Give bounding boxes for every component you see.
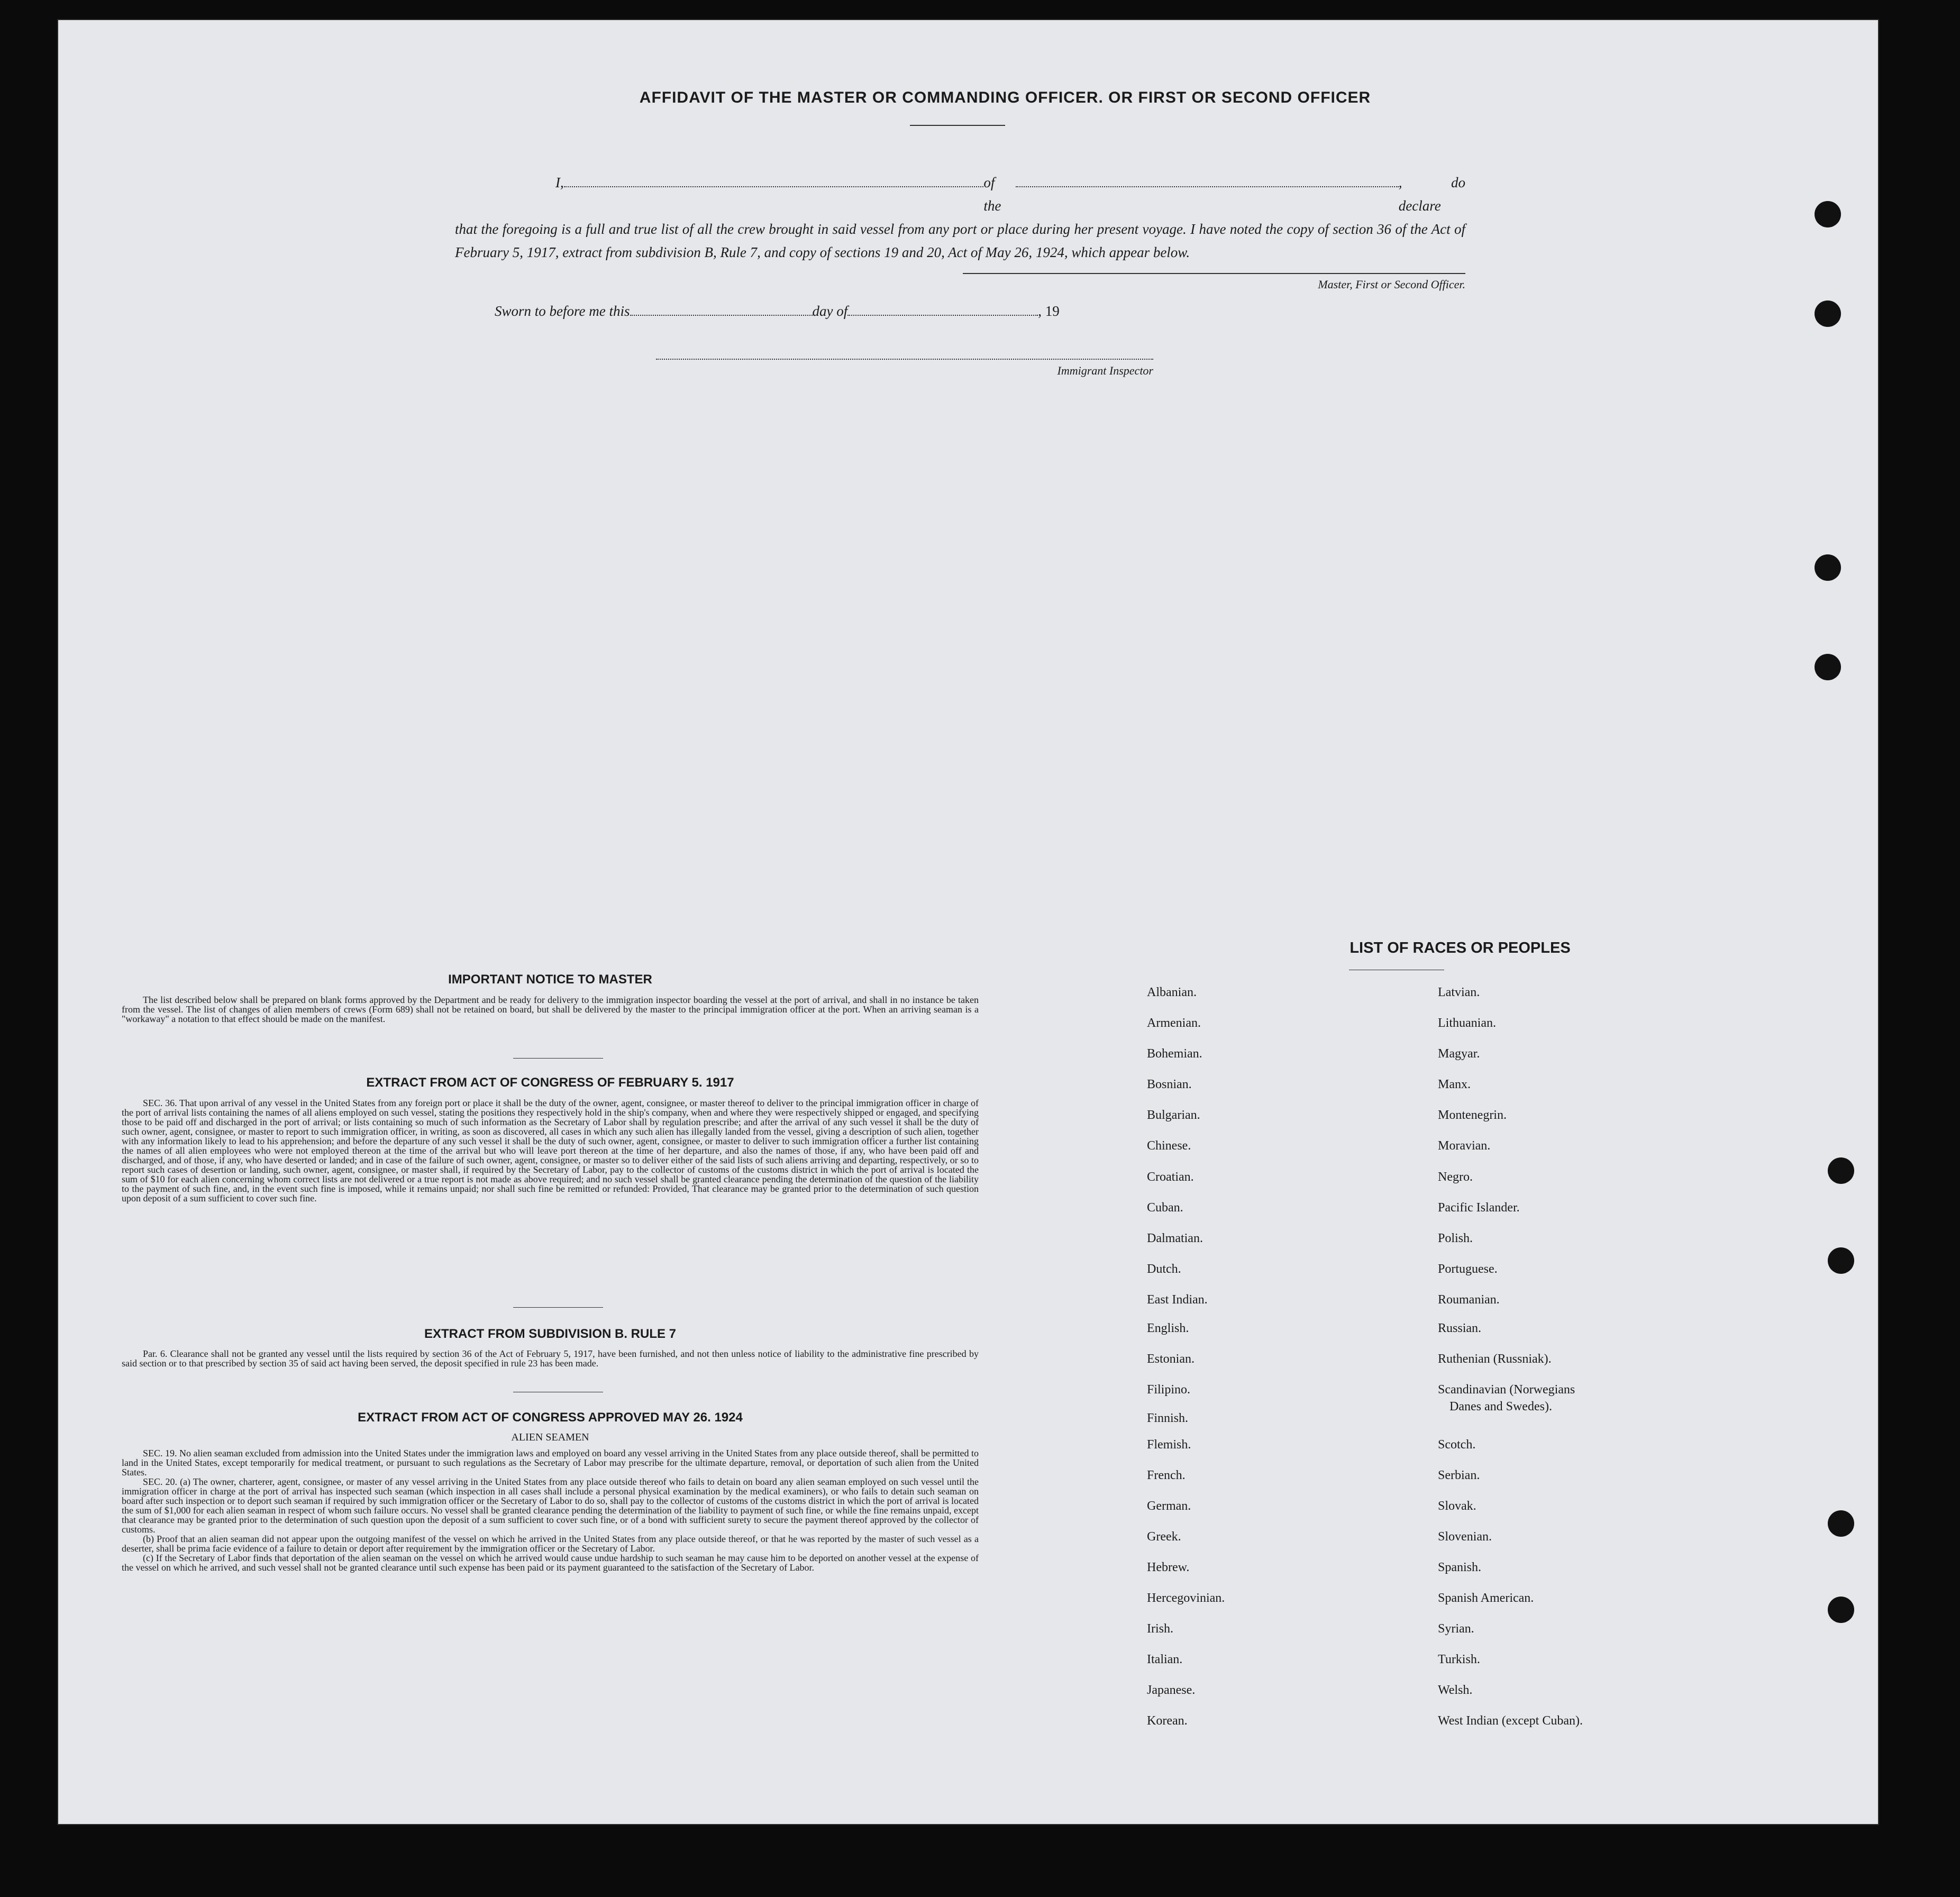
race-item: Ruthenian (Russniak). bbox=[1438, 1352, 1552, 1366]
declaration-line bbox=[455, 171, 1465, 217]
notice-text: The list described below shall be prepared on blank forms approved by the Department and be ready for delivery to the immigration inspector boarding the vessel at the port of arrival, and shall in no instance be taken from the vessel. The list of changes of alien members of crews (Form 689) shall not be retained on board, but shall be delivered by the master to the principal immigration officer at the port. When an arriving seaman is a "workaway" a notation to that effect should be made on the manifest. bbox=[122, 995, 979, 1024]
race-item: Welsh. bbox=[1438, 1683, 1473, 1697]
declaration-prefix: I, bbox=[555, 175, 564, 190]
section-divider bbox=[513, 1307, 603, 1308]
sworn-line bbox=[495, 303, 1060, 320]
extract-1917-title: EXTRACT FROM ACT OF CONGRESS OF FEBRUARY 5. 1917 bbox=[366, 1075, 734, 1090]
extract-1924-title: EXTRACT FROM ACT OF CONGRESS APPROVED MAY 26. 1924 bbox=[358, 1410, 743, 1425]
race-item: Italian. bbox=[1147, 1653, 1183, 1666]
race-item: Roumanian. bbox=[1438, 1293, 1500, 1307]
race-item: Manx. bbox=[1438, 1078, 1471, 1091]
race-item: Estonian. bbox=[1147, 1352, 1195, 1366]
affidavit-body bbox=[455, 171, 1465, 264]
race-item: Greek. bbox=[1147, 1530, 1181, 1544]
race-item: Spanish American. bbox=[1438, 1591, 1534, 1605]
vessel-blank[interactable] bbox=[1016, 185, 1399, 187]
signature-line[interactable] bbox=[963, 273, 1465, 274]
race-item: Finnish. bbox=[1147, 1411, 1189, 1425]
race-item: Slovenian. bbox=[1438, 1530, 1492, 1544]
race-item: Spanish. bbox=[1438, 1561, 1482, 1574]
race-item: Magyar. bbox=[1438, 1047, 1480, 1061]
year-prefix: , 19 bbox=[1038, 303, 1060, 319]
inspector-signature-line[interactable] bbox=[656, 359, 1153, 360]
race-item: Latvian. bbox=[1438, 986, 1480, 999]
punch-hole bbox=[1828, 1597, 1854, 1623]
race-item: Scotch. bbox=[1438, 1438, 1476, 1452]
punch-hole bbox=[1815, 300, 1841, 327]
name-blank[interactable] bbox=[564, 185, 984, 187]
race-item: Cuban. bbox=[1147, 1201, 1183, 1215]
race-item: Dutch. bbox=[1147, 1262, 1181, 1276]
race-item: Filipino. bbox=[1147, 1383, 1191, 1397]
affidavit-text: that the foregoing is a full and true list of all the crew brought in said vessel from any port or place during her present voyage. I have noted the copy of section 36 of the Act of February 5, 1917, extract from subdivision B, Rule 7, and copy of sections 19 and 20, Act of May 26, 1924, which appear below. bbox=[455, 221, 1465, 260]
race-item: Japanese. bbox=[1147, 1683, 1196, 1697]
race-item: Pacific Islander. bbox=[1438, 1201, 1520, 1215]
race-item: Moravian. bbox=[1438, 1139, 1491, 1153]
race-item: Portuguese. bbox=[1438, 1262, 1498, 1276]
race-item: Bosnian. bbox=[1147, 1078, 1192, 1091]
race-item: Serbian. bbox=[1438, 1469, 1480, 1482]
sec19-text: SEC. 19. No alien seaman excluded from admission into the United States under the immigration laws and employed on board any vessel arriving in the United States from any place outside thereof, shall be permitted to land in the United States, except temporarily for medical treatment, or pursuant to such regulations as the Secretary of Labor may prescribe for the ultimate departure, removal, or deportation of such alien from the United States. bbox=[122, 1448, 979, 1478]
sec20b-text: (b) Proof that an alien seaman did not appear upon the outgoing manifest of the vessel on which he arrived in the United States from any place outside thereof, or that he was reported by the master of such vessel as a deserter, shall be prima facie evidence of a failure to detain or deport after requirement by the immigration officer or the Secretary of Labor. bbox=[122, 1534, 979, 1554]
race-item: West Indian (except Cuban). bbox=[1438, 1714, 1583, 1728]
punch-hole bbox=[1815, 201, 1841, 227]
day-blank[interactable] bbox=[630, 314, 813, 316]
race-item: Hebrew. bbox=[1147, 1561, 1190, 1574]
race-item: Danes and Swedes). bbox=[1450, 1400, 1552, 1413]
race-item: Armenian. bbox=[1147, 1016, 1201, 1030]
rule7-title: EXTRACT FROM SUBDIVISION B. RULE 7 bbox=[424, 1327, 677, 1341]
race-item: Polish. bbox=[1438, 1232, 1473, 1245]
race-item: Turkish. bbox=[1438, 1653, 1480, 1666]
races-title: LIST OF RACES OR PEOPLES bbox=[1350, 940, 1571, 956]
vessel-prefix: of the bbox=[983, 175, 1001, 214]
affidavit-title: AFFIDAVIT OF THE MASTER OR COMMANDING OFFICER. OR FIRST OR SECOND OFFICER bbox=[639, 89, 1371, 106]
extract-1924-text bbox=[122, 1448, 979, 1572]
race-item: Albanian. bbox=[1147, 986, 1197, 999]
race-item: Flemish. bbox=[1147, 1438, 1191, 1452]
signature-caption: Master, First or Second Officer. bbox=[1318, 278, 1465, 291]
punch-hole bbox=[1828, 1157, 1854, 1184]
title-divider bbox=[910, 125, 1005, 126]
race-item: Croatian. bbox=[1147, 1170, 1194, 1184]
race-item: Slovak. bbox=[1438, 1499, 1476, 1513]
rule7-text: Par. 6. Clearance shall not be granted any vessel until the lists required by section 36 of the Act of February 5, 1917, have been furnished, and not then unless notice of liability to the administrative fine prescribed by said section or to that prescribed by section 35 of said act having been served, the deposit specified in rule 23 has been made. bbox=[122, 1348, 979, 1369]
notice-title: IMPORTANT NOTICE TO MASTER bbox=[448, 972, 652, 987]
race-item: Russian. bbox=[1438, 1321, 1482, 1335]
race-item: Bohemian. bbox=[1147, 1047, 1202, 1061]
month-blank[interactable] bbox=[847, 314, 1038, 316]
race-item: Chinese. bbox=[1147, 1139, 1191, 1153]
race-item: Montenegrin. bbox=[1438, 1108, 1507, 1122]
sec20a-text: SEC. 20. (a) The owner, charterer, agent, consignee, or master of any vessel arriving in the United States from any place outside thereof who fails to detain on board any alien seaman employed on such vessel until the immigration officer in charge at the port of arrival has inspected such seaman (which inspection in all cases shall include a personal physical examination by the medical examiners), or who fails to detain such seaman on board after such inspection or to deport such seaman if required by such immigration officer or the Secretary of Labor to do so, shall pay to the collector of customs of the customs district in which the port of arrival is located the sum of $1,000 for each alien seaman in respect of whom such failure occurs. No vessel shall be granted clearance pending the determination of the liability to payment of such fine, or while the fine remains unpaid, except that clearance may be granted prior to the determination of such question upon the deposit of a sum sufficient to cover such fine, or of a bond with sufficient surety to secure the payment thereof approved by the collector of customs. bbox=[122, 1476, 979, 1535]
document-page bbox=[58, 20, 1878, 1824]
race-item: Dalmatian. bbox=[1147, 1232, 1203, 1245]
punch-hole bbox=[1815, 554, 1841, 581]
punch-hole bbox=[1828, 1510, 1854, 1537]
race-item: Lithuanian. bbox=[1438, 1016, 1496, 1030]
sec20c-text: (c) If the Secretary of Labor finds that deportation of the alien seaman on the vessel on which he arrived would cause undue hardship to such seaman he may cause him to be deported on another vessel at the expense of the vessel on which he arrived, and such vessel shall not be granted clearance until such expense has been paid or its payment guaranteed to the satisfaction of the Secretary of Labor. bbox=[122, 1553, 979, 1573]
day-of-label: day of bbox=[812, 303, 848, 319]
race-item: Bulgarian. bbox=[1147, 1108, 1200, 1122]
race-item: East Indian. bbox=[1147, 1293, 1208, 1307]
race-item: Hercegovinian. bbox=[1147, 1591, 1225, 1605]
extract-1917-text: SEC. 36. That upon arrival of any vessel in the United States from any foreign port or place it shall be the duty of the owner, agent, consignee, or master thereof to deliver to the principal immigration officer in charge of the port of arrival lists containing the names of all aliens employed on such vessel, stating the positions they respectively hold in the ship's company, when and where they were respectively shipped or engaged, and specifying those to be paid off and discharged in the port of arrival; or lists containing so much of such information as the Secretary of Labor shall by regulation prescribe; and after the arrival of any such vessel it shall be the duty of such owner, agent, consignee, or master to report to such immigration officer, in writing, as soon as discovered, all cases in which any such alien has illegally landed from the vessel, giving a description of such alien, together with any information likely to lead to his apprehension; and before the departure of any such vessel it shall be the duty of such owner, agent, consignee, or master to deliver to such immigration officer a further list containing the names of all alien employees who were not employed thereon at the time of the arrival but who will leave port thereon at the time of her departure, and also the names of those, if any, who have been paid off and discharged, and of those, if any, who have deserted or landed; and in case of the failure of such owner, agent, consignee, or master so to deliver either of the said lists of such aliens arriving and departing, respectively, or so to report such cases of desertion or landing, such owner, agent, consignee, or master shall, if required by the Secretary of Labor, pay to the collector of customs of the customs district in which the port of arrival is located the sum of $10 for each alien concerning whom correct lists are not delivered or a true report is not made as above required; and no such vessel shall be granted clearance pending the determination of the question of the liability to the payment of such fine, and, in the event such fine is imposed, while it remains unpaid; nor shall such fine be remitted or refunded: Provided, That clearance may be granted prior to the determination of such question upon deposit of a sum sufficient to cover such fine. bbox=[122, 1098, 979, 1203]
declare-suffix: , do declare bbox=[1398, 175, 1465, 214]
punch-hole bbox=[1815, 654, 1841, 680]
race-item: French. bbox=[1147, 1469, 1186, 1482]
race-item: Syrian. bbox=[1438, 1622, 1474, 1636]
race-item: Negro. bbox=[1438, 1170, 1473, 1184]
race-item: Irish. bbox=[1147, 1622, 1173, 1636]
punch-hole bbox=[1828, 1247, 1854, 1274]
alien-seamen-subtitle: ALIEN SEAMEN bbox=[511, 1431, 589, 1443]
race-item: German. bbox=[1147, 1499, 1191, 1513]
inspector-caption: Immigrant Inspector bbox=[1057, 364, 1153, 377]
race-item: English. bbox=[1147, 1321, 1189, 1335]
race-item: Scandinavian (Norwegians bbox=[1438, 1383, 1575, 1397]
section-divider bbox=[513, 1058, 603, 1059]
sworn-prefix: Sworn to before me this bbox=[495, 303, 630, 319]
race-item: Korean. bbox=[1147, 1714, 1188, 1728]
